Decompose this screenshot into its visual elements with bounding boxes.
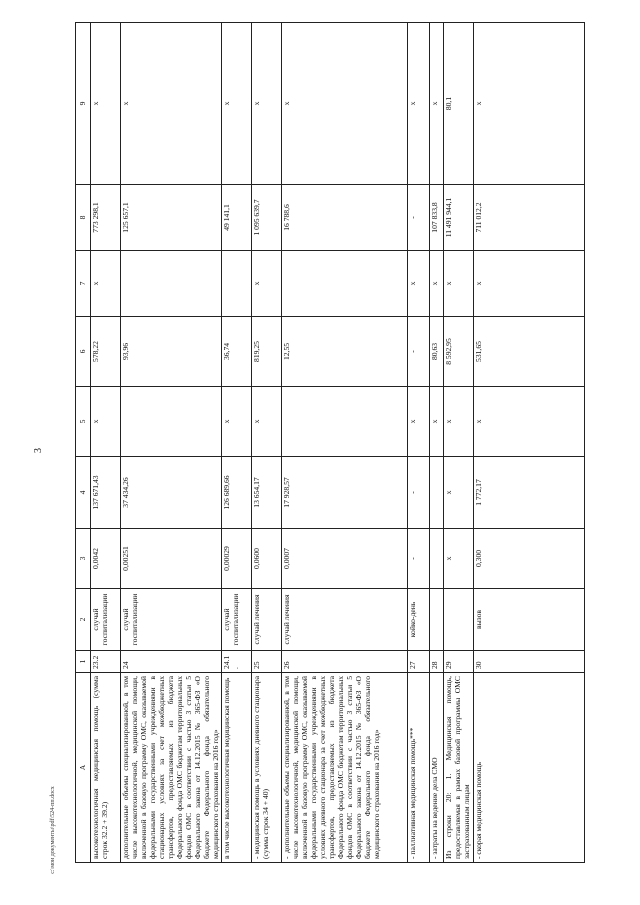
rotated-table-wrapper bbox=[75, 43, 585, 863]
value-cell: 125 657,1 bbox=[121, 185, 222, 251]
table-row bbox=[91, 23, 121, 863]
value-cell bbox=[430, 529, 444, 589]
value-cell: 80,63 bbox=[430, 317, 444, 387]
value-cell: 773 298,1 bbox=[91, 185, 121, 251]
value-cell: 0,00029 bbox=[222, 529, 252, 589]
header-row bbox=[76, 23, 91, 863]
unit-cell bbox=[444, 589, 474, 651]
row-number: 30 bbox=[474, 651, 585, 673]
value-cell: 126 689,66 bbox=[222, 457, 252, 529]
value-cell: х bbox=[282, 23, 408, 185]
value-cell: 37 434,26 bbox=[121, 457, 222, 529]
header-cell: 4 bbox=[76, 457, 91, 529]
value-cell: - bbox=[408, 457, 430, 529]
table-row bbox=[282, 23, 408, 863]
row-number: 29 bbox=[444, 651, 474, 673]
header-cell: 3 bbox=[76, 529, 91, 589]
row-label: в том числе высокотехнологичная медицинская помощь bbox=[222, 673, 252, 863]
unit-cell bbox=[430, 589, 444, 651]
value-cell: 8 592,95 bbox=[444, 317, 474, 387]
value-cell: 107 833,8 bbox=[430, 185, 444, 251]
row-number: 24.1. bbox=[222, 651, 252, 673]
header-cell: 2 bbox=[76, 589, 91, 651]
value-cell: 93,96 bbox=[121, 317, 222, 387]
value-cell: х bbox=[252, 23, 282, 185]
row-label: - паллиативная медицинская помощь*** bbox=[408, 673, 430, 863]
value-cell: х bbox=[444, 457, 474, 529]
value-cell: х bbox=[444, 251, 474, 317]
row-label: - затраты на ведение дела СМО bbox=[430, 673, 444, 863]
header-cell: 1 bbox=[76, 651, 91, 673]
unit-cell: случай лечения bbox=[282, 589, 408, 651]
value-cell: х bbox=[408, 387, 430, 457]
value-cell: х bbox=[252, 251, 282, 317]
table-row bbox=[252, 23, 282, 863]
value-cell: 13 654,17 bbox=[252, 457, 282, 529]
value-cell: 819,25 bbox=[252, 317, 282, 387]
value-cell: 11 491 944,1 bbox=[444, 185, 474, 251]
row-label: дополнительные объемы специализированной, в том числе высокотехнологичной, медицинской помощи, включенной в базовую программу ОМС, оказываемой федеральными государственными учреждениями в стационарных условиях за счет межбюджетных трансфертов, предоставляемых из бюджета Федерального фонда ОМС бюджетам территориальных фондов ОМС в соответствии с частью 3 статьи 5 Федерального закона от 14.12.2015 № 365-ФЗ «О бюджете Федерального фонда обязательного медицинского страхования на 2016 год» bbox=[121, 673, 222, 863]
header-cell: 9 bbox=[76, 23, 91, 185]
value-cell bbox=[121, 387, 222, 457]
value-cell: - bbox=[408, 185, 430, 251]
value-cell: 17 928,57 bbox=[282, 457, 408, 529]
value-cell: х bbox=[91, 23, 121, 185]
value-cell: 711 012,2 bbox=[474, 185, 585, 251]
unit-cell: случай госпитализации bbox=[222, 589, 252, 651]
rotated-table-inner bbox=[75, 43, 585, 863]
value-cell bbox=[430, 457, 444, 529]
value-cell bbox=[282, 251, 408, 317]
value-cell: х bbox=[444, 387, 474, 457]
table-row bbox=[121, 23, 222, 863]
value-cell: х bbox=[430, 251, 444, 317]
value-cell: 137 671,43 bbox=[91, 457, 121, 529]
value-cell: - bbox=[408, 529, 430, 589]
value-cell: х bbox=[430, 387, 444, 457]
unit-cell: случай госпитализации bbox=[121, 589, 222, 651]
value-cell: 0,0042 bbox=[91, 529, 121, 589]
row-number: 26 bbox=[282, 651, 408, 673]
value-cell: х bbox=[408, 251, 430, 317]
value-cell: х bbox=[222, 387, 252, 457]
table-row bbox=[444, 23, 474, 863]
row-number: 27 bbox=[408, 651, 430, 673]
value-cell: 0,0007 bbox=[282, 529, 408, 589]
row-label: - дополнительные объемы специализированной, в том числе высокотехнологичной, медицинской помощи, включенной в базовую программу ОМС, оказываемой федеральными государственными учреждениями в условиях дневного стационара за счет межбюджетных трансфертов, предоставляемых из бюджета Федерального фонда ОМС бюджетам территориальных фондов ОМС в соответствии с частью 3 статьи 5 Федерального закона от 14.12.2015 № 365-ФЗ «О бюджете Федерального фонда обязательного медицинского страхования на 2016 год» bbox=[282, 673, 408, 863]
value-cell: х bbox=[430, 23, 444, 185]
value-cell: х bbox=[121, 23, 222, 185]
value-cell: х bbox=[91, 251, 121, 317]
value-cell: х bbox=[474, 23, 585, 185]
value-cell: 0,300 bbox=[474, 529, 585, 589]
unit-cell: вызов bbox=[474, 589, 585, 651]
value-cell: 1 772,17 bbox=[474, 457, 585, 529]
value-cell: 1 095 639,7 bbox=[252, 185, 282, 251]
row-label: высокотехнологичная медицинская помощь (сумма строк 32.2 + 39.2) bbox=[91, 673, 121, 863]
value-cell: 49 141,1 bbox=[222, 185, 252, 251]
value-cell: 0,0600 bbox=[252, 529, 282, 589]
table-row bbox=[474, 23, 585, 863]
value-cell: 36,74 bbox=[222, 317, 252, 387]
header-cell: А bbox=[76, 673, 91, 863]
table-row bbox=[222, 23, 252, 863]
value-cell: 531,65 bbox=[474, 317, 585, 387]
value-cell: 578,22 bbox=[91, 317, 121, 387]
value-cell: х bbox=[91, 387, 121, 457]
value-cell bbox=[282, 387, 408, 457]
row-label: Из строки 20: 1. Медицинская помощь, предоставляемая в рамках базовой программы ОМС застрахованным лицам bbox=[444, 673, 474, 863]
row-number: 24 bbox=[121, 651, 222, 673]
row-number: 28 bbox=[430, 651, 444, 673]
footer-file-path bbox=[46, 770, 60, 890]
header-cell: 7 bbox=[76, 251, 91, 317]
value-cell bbox=[121, 251, 222, 317]
unit-cell: случай госпитализации bbox=[91, 589, 121, 651]
row-number: 25 bbox=[252, 651, 282, 673]
value-cell: х bbox=[474, 251, 585, 317]
value-cell: х bbox=[474, 387, 585, 457]
row-label: - медицинская помощь в условиях дневного стационара (сумма строк 34 + 40) bbox=[252, 673, 282, 863]
value-cell: х bbox=[408, 23, 430, 185]
value-cell: 80,1 bbox=[444, 23, 474, 185]
unit-cell: случай лечения bbox=[252, 589, 282, 651]
table-row bbox=[430, 23, 444, 863]
value-cell: х bbox=[222, 23, 252, 185]
page-number: 3 bbox=[33, 448, 44, 453]
header-cell: 5 bbox=[76, 387, 91, 457]
value-cell: х bbox=[444, 529, 474, 589]
value-cell: 12,55 bbox=[282, 317, 408, 387]
row-label: - скорая медицинская помощь bbox=[474, 673, 585, 863]
unit-cell: койко-день bbox=[408, 589, 430, 651]
table-row bbox=[408, 23, 430, 863]
value-cell: х bbox=[252, 387, 282, 457]
header-cell: 6 bbox=[76, 317, 91, 387]
financing-table bbox=[75, 22, 585, 863]
row-number: 23.2 bbox=[91, 651, 121, 673]
footer-text: c:\мои документы\pdf\524-пп.docx bbox=[50, 786, 56, 874]
header-cell: 8 bbox=[76, 185, 91, 251]
value-cell: - bbox=[408, 317, 430, 387]
value-cell bbox=[222, 251, 252, 317]
value-cell: 16 788,6 bbox=[282, 185, 408, 251]
value-cell: 0,00251 bbox=[121, 529, 222, 589]
